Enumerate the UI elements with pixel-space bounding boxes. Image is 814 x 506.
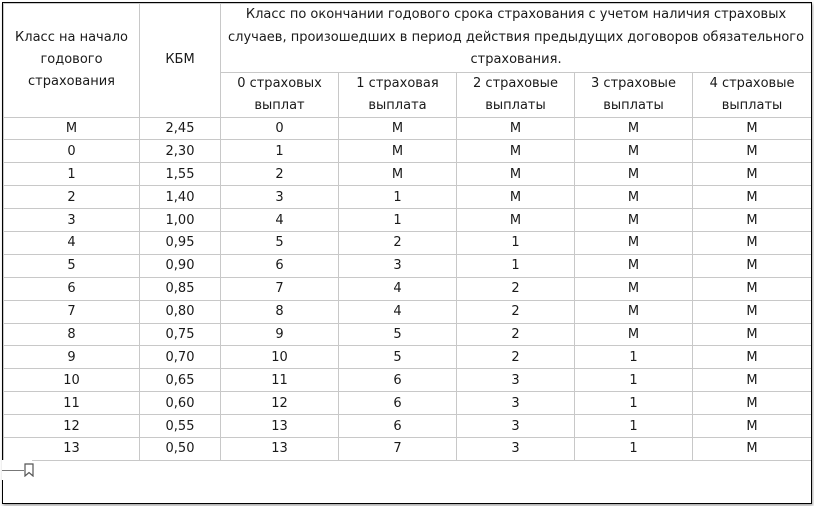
header-payouts-1: 1 страховая выплата bbox=[339, 72, 457, 117]
cell-kbm: 0,65 bbox=[140, 369, 221, 392]
cell-class-start: М bbox=[4, 117, 140, 140]
cell-payouts-3: М bbox=[575, 163, 693, 186]
cell-payouts-4: М bbox=[693, 186, 812, 209]
cell-payouts-1: 6 bbox=[339, 369, 457, 392]
cell-payouts-4: М bbox=[693, 346, 812, 369]
cell-payouts-0: 1 bbox=[221, 140, 339, 163]
kbm-table-container bbox=[2, 2, 812, 504]
cell-payouts-0: 7 bbox=[221, 277, 339, 300]
cell-payouts-2: 3 bbox=[457, 415, 575, 438]
cell-payouts-1: М bbox=[339, 163, 457, 186]
cell-payouts-1: 5 bbox=[339, 323, 457, 346]
cell-payouts-4: М bbox=[693, 323, 812, 346]
cell-payouts-0: 8 bbox=[221, 300, 339, 323]
cell-payouts-1: 3 bbox=[339, 254, 457, 277]
cell-payouts-0: 12 bbox=[221, 392, 339, 415]
table-row bbox=[4, 323, 812, 346]
cell-payouts-0: 10 bbox=[221, 346, 339, 369]
cell-payouts-2: 3 bbox=[457, 369, 575, 392]
cell-class-start: 6 bbox=[4, 277, 140, 300]
cell-kbm: 2,45 bbox=[140, 117, 221, 140]
cell-payouts-4: М bbox=[693, 300, 812, 323]
table-row bbox=[4, 254, 812, 277]
cell-payouts-3: М bbox=[575, 140, 693, 163]
cell-payouts-1: 4 bbox=[339, 300, 457, 323]
cell-payouts-2: М bbox=[457, 186, 575, 209]
cell-class-start: 2 bbox=[4, 186, 140, 209]
cell-class-start: 12 bbox=[4, 415, 140, 438]
cell-payouts-2: 2 bbox=[457, 346, 575, 369]
cell-payouts-0: 13 bbox=[221, 437, 339, 460]
table-row bbox=[4, 437, 812, 460]
cell-kbm: 0,85 bbox=[140, 277, 221, 300]
header-payouts-3: 3 страховые выплаты bbox=[575, 72, 693, 117]
cell-payouts-2: 2 bbox=[457, 323, 575, 346]
cell-payouts-3: 1 bbox=[575, 392, 693, 415]
kbm-table-body bbox=[4, 117, 812, 460]
table-row bbox=[4, 231, 812, 254]
cell-class-start: 7 bbox=[4, 300, 140, 323]
header-payouts-4: 4 страховые выплаты bbox=[693, 72, 812, 117]
cell-payouts-3: 1 bbox=[575, 369, 693, 392]
header-end-class: Класс по окончании годового срока страхования с учетом наличия страховых случаев, произошедших в период действия предыдущих договоров обязательного страхования. bbox=[221, 4, 812, 73]
cell-payouts-0: 5 bbox=[221, 231, 339, 254]
cell-payouts-3: М bbox=[575, 117, 693, 140]
header-payouts-0: 0 страховых выплат bbox=[221, 72, 339, 117]
cell-payouts-4: М bbox=[693, 277, 812, 300]
header-class-start: Класс на начало годового страхования bbox=[4, 4, 140, 118]
table-row bbox=[4, 346, 812, 369]
cell-payouts-2: М bbox=[457, 209, 575, 232]
cell-payouts-3: М bbox=[575, 254, 693, 277]
cell-payouts-1: М bbox=[339, 140, 457, 163]
bookmark-icon bbox=[24, 462, 34, 476]
cell-payouts-3: М bbox=[575, 231, 693, 254]
cell-class-start: 0 bbox=[4, 140, 140, 163]
table-row bbox=[4, 369, 812, 392]
cell-kbm: 0,70 bbox=[140, 346, 221, 369]
cell-payouts-4: М bbox=[693, 437, 812, 460]
cell-kbm: 2,30 bbox=[140, 140, 221, 163]
cell-payouts-3: М bbox=[575, 186, 693, 209]
cell-class-start: 1 bbox=[4, 163, 140, 186]
table-row bbox=[4, 117, 812, 140]
cell-kbm: 0,75 bbox=[140, 323, 221, 346]
cell-payouts-0: 3 bbox=[221, 186, 339, 209]
cell-class-start: 3 bbox=[4, 209, 140, 232]
cell-payouts-2: 3 bbox=[457, 437, 575, 460]
cell-payouts-4: М bbox=[693, 163, 812, 186]
cell-payouts-2: 2 bbox=[457, 277, 575, 300]
cell-payouts-1: 2 bbox=[339, 231, 457, 254]
cell-kbm: 0,95 bbox=[140, 231, 221, 254]
cell-payouts-3: М bbox=[575, 323, 693, 346]
cell-kbm: 0,80 bbox=[140, 300, 221, 323]
cell-class-start: 9 bbox=[4, 346, 140, 369]
cell-payouts-4: М bbox=[693, 392, 812, 415]
cell-kbm: 0,90 bbox=[140, 254, 221, 277]
cell-payouts-1: 4 bbox=[339, 277, 457, 300]
header-kbm: КБМ bbox=[140, 4, 221, 118]
cell-kbm: 0,55 bbox=[140, 415, 221, 438]
cell-kbm: 0,60 bbox=[140, 392, 221, 415]
cell-payouts-0: 9 bbox=[221, 323, 339, 346]
table-row bbox=[4, 300, 812, 323]
cell-payouts-4: М bbox=[693, 117, 812, 140]
cell-payouts-0: 11 bbox=[221, 369, 339, 392]
cell-class-start: 5 bbox=[4, 254, 140, 277]
cell-payouts-3: 1 bbox=[575, 415, 693, 438]
table-row bbox=[4, 209, 812, 232]
table-row bbox=[4, 140, 812, 163]
cell-class-start: 8 bbox=[4, 323, 140, 346]
cell-payouts-1: 7 bbox=[339, 437, 457, 460]
table-row bbox=[4, 277, 812, 300]
cell-payouts-0: 6 bbox=[221, 254, 339, 277]
cell-payouts-1: М bbox=[339, 117, 457, 140]
cell-class-start: 10 bbox=[4, 369, 140, 392]
cell-payouts-4: М bbox=[693, 231, 812, 254]
cell-kbm: 1,55 bbox=[140, 163, 221, 186]
cell-payouts-2: 2 bbox=[457, 300, 575, 323]
cell-payouts-3: М bbox=[575, 277, 693, 300]
cell-payouts-4: М bbox=[693, 415, 812, 438]
cell-class-start: 13 bbox=[4, 437, 140, 460]
cell-payouts-2: 1 bbox=[457, 254, 575, 277]
cell-payouts-0: 13 bbox=[221, 415, 339, 438]
cell-kbm: 1,00 bbox=[140, 209, 221, 232]
cell-payouts-2: М bbox=[457, 117, 575, 140]
cell-payouts-0: 0 bbox=[221, 117, 339, 140]
header-payouts-2: 2 страховые выплаты bbox=[457, 72, 575, 117]
kbm-table bbox=[3, 3, 812, 461]
cell-payouts-3: М bbox=[575, 300, 693, 323]
cell-class-start: 4 bbox=[4, 231, 140, 254]
cell-payouts-4: М bbox=[693, 140, 812, 163]
cell-payouts-4: М bbox=[693, 209, 812, 232]
bookmark-marker[interactable] bbox=[2, 460, 32, 480]
cell-payouts-3: М bbox=[575, 209, 693, 232]
cell-payouts-4: М bbox=[693, 369, 812, 392]
cell-payouts-2: 3 bbox=[457, 392, 575, 415]
cell-payouts-3: 1 bbox=[575, 346, 693, 369]
cell-payouts-1: 5 bbox=[339, 346, 457, 369]
cell-kbm: 0,50 bbox=[140, 437, 221, 460]
cell-payouts-0: 4 bbox=[221, 209, 339, 232]
cell-class-start: 11 bbox=[4, 392, 140, 415]
table-row bbox=[4, 392, 812, 415]
cell-payouts-2: М bbox=[457, 140, 575, 163]
cell-kbm: 1,40 bbox=[140, 186, 221, 209]
cell-payouts-4: М bbox=[693, 254, 812, 277]
cell-payouts-1: 6 bbox=[339, 415, 457, 438]
cell-payouts-2: 1 bbox=[457, 231, 575, 254]
cell-payouts-1: 1 bbox=[339, 186, 457, 209]
cell-payouts-2: М bbox=[457, 163, 575, 186]
table-row bbox=[4, 163, 812, 186]
cell-payouts-3: 1 bbox=[575, 437, 693, 460]
cell-payouts-0: 2 bbox=[221, 163, 339, 186]
table-row bbox=[4, 186, 812, 209]
cell-payouts-1: 6 bbox=[339, 392, 457, 415]
cell-payouts-1: 1 bbox=[339, 209, 457, 232]
table-row bbox=[4, 415, 812, 438]
